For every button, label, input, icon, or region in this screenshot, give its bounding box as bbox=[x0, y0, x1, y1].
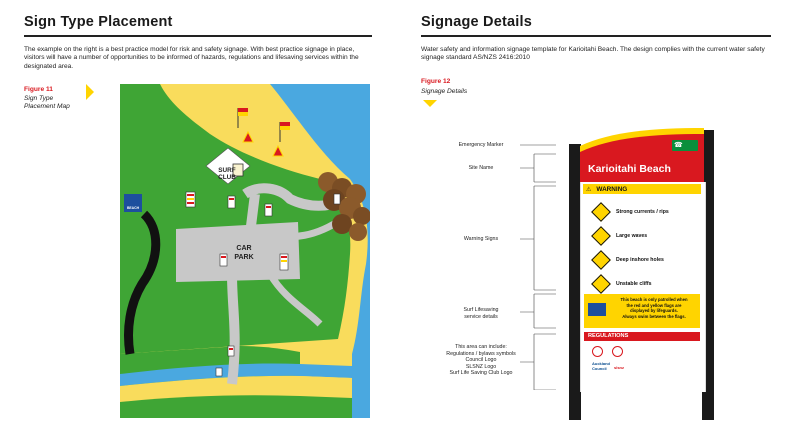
no-vehicles-icon bbox=[612, 346, 623, 357]
rip-current-icon bbox=[591, 202, 611, 222]
figure-12-arrow-icon bbox=[423, 100, 437, 107]
warning-text-cliffs: Unstable cliffs bbox=[616, 281, 652, 287]
emergency-marker bbox=[672, 140, 698, 151]
patrol-line2: the red and yellow flags are bbox=[626, 302, 682, 308]
right-title-rule bbox=[421, 35, 771, 37]
callout-site-name: Site Name bbox=[468, 165, 494, 171]
map-road-down bbox=[232, 274, 235, 384]
patrol-text bbox=[610, 297, 698, 319]
callout-surf-lifesaving bbox=[442, 307, 520, 320]
phone-icon: ☎ bbox=[674, 142, 683, 149]
unstable-cliffs-icon bbox=[591, 274, 611, 294]
figure-11-caption-1: Sign Type bbox=[24, 95, 54, 102]
map-sign-8 bbox=[216, 368, 222, 376]
patrol-line4: Always swim between the flags. bbox=[622, 313, 686, 319]
sign-site-name: Karioitahi Beach bbox=[588, 163, 671, 175]
warning-text-holes: Deep inshore holes bbox=[616, 257, 664, 263]
map-sign-5 bbox=[280, 254, 288, 270]
surf-club-label-line1: SURF bbox=[218, 167, 236, 174]
car-park-label-line1: CAR bbox=[236, 245, 252, 252]
patrol-line1: This beach is only patrolled when bbox=[620, 297, 688, 302]
left-body-text: The example on the right is a best practice model for risk and safety signage. With best practice signage in place, visitors will have a number of opportunities to be informed of hazards, regulations and lifesaving services within the designated area. bbox=[24, 46, 359, 70]
callout-area-line2: Regulations / bylaws symbols bbox=[446, 350, 516, 357]
patrol-line3: displayed by lifeguards. bbox=[630, 308, 678, 314]
callout-area-line1: This area can include: bbox=[455, 344, 507, 350]
lifeguard-flags-icon bbox=[588, 303, 606, 316]
warning-item-holes bbox=[592, 248, 700, 272]
callout-emergency-marker: Emergency Marker bbox=[458, 142, 504, 148]
map-beach-sign-label: BEACH bbox=[126, 206, 140, 210]
surf-club-label-line2: CLUB bbox=[218, 174, 236, 182]
slsnz-logo: slsnz bbox=[614, 365, 625, 370]
inshore-holes-icon bbox=[591, 250, 611, 270]
figure-11-number: Figure 11 bbox=[24, 86, 53, 93]
left-title: Sign Type Placement bbox=[24, 14, 173, 30]
sign-site-name-band bbox=[580, 158, 704, 182]
car-park-label-line2: PARK bbox=[234, 254, 254, 261]
callout-surf-lifesaving-line2: service details bbox=[464, 313, 498, 320]
warning-heading: WARNING bbox=[596, 185, 628, 193]
figure-12-caption: Signage Details bbox=[421, 88, 468, 95]
map-sign-2 bbox=[228, 196, 235, 208]
figure-11-arrow-icon bbox=[86, 84, 94, 100]
callout-area-line4: SLSNZ Logo bbox=[465, 363, 497, 370]
warning-triangle-icon: ⚠ bbox=[586, 186, 592, 193]
figure-12-number: Figure 12 bbox=[421, 78, 451, 85]
warning-item-cliffs bbox=[592, 272, 700, 296]
warning-list bbox=[592, 200, 700, 296]
map-sign-6 bbox=[334, 194, 340, 204]
map-sign-surf-club bbox=[186, 192, 195, 207]
large-waves-icon bbox=[591, 226, 611, 246]
warning-item-currents bbox=[592, 200, 700, 224]
warning-heading-bar bbox=[583, 184, 701, 194]
council-logo bbox=[592, 362, 610, 371]
council-logo-line1: Auckland bbox=[592, 361, 611, 366]
callout-area-line3: Council Logo bbox=[465, 357, 497, 364]
callout-warning-signs: Warning Signs bbox=[463, 236, 499, 242]
left-title-rule bbox=[24, 35, 372, 37]
callout-leader-lines bbox=[520, 130, 560, 390]
council-logo-line2: Council bbox=[592, 365, 607, 371]
regulations-heading-bar bbox=[584, 332, 700, 341]
warning-item-waves bbox=[592, 224, 700, 248]
right-title: Signage Details bbox=[421, 14, 532, 30]
warning-text-currents: Strong currents / rips bbox=[616, 209, 669, 215]
patrol-info-block bbox=[584, 294, 700, 328]
figure-11-caption-2: Placement Map bbox=[24, 103, 70, 110]
warning-text-waves: Large waves bbox=[616, 233, 648, 239]
map-surf-club-label bbox=[200, 167, 254, 181]
no-dogs-icon bbox=[592, 346, 603, 357]
callout-area-line5: Surf Life Saving Club Logo bbox=[449, 370, 513, 377]
map-sign-7 bbox=[228, 346, 234, 356]
regulations-heading: REGULATIONS bbox=[588, 333, 629, 339]
map-car-park-label bbox=[220, 244, 268, 262]
map-sign-3 bbox=[265, 204, 272, 216]
right-body-text: Water safety and information signage template for Karioitahi Beach. The design complies with the current water safety signage standard AS/NZS 2416:2010 bbox=[421, 46, 765, 62]
callout-surf-lifesaving-line1: Surf Lifesaving bbox=[463, 307, 499, 313]
